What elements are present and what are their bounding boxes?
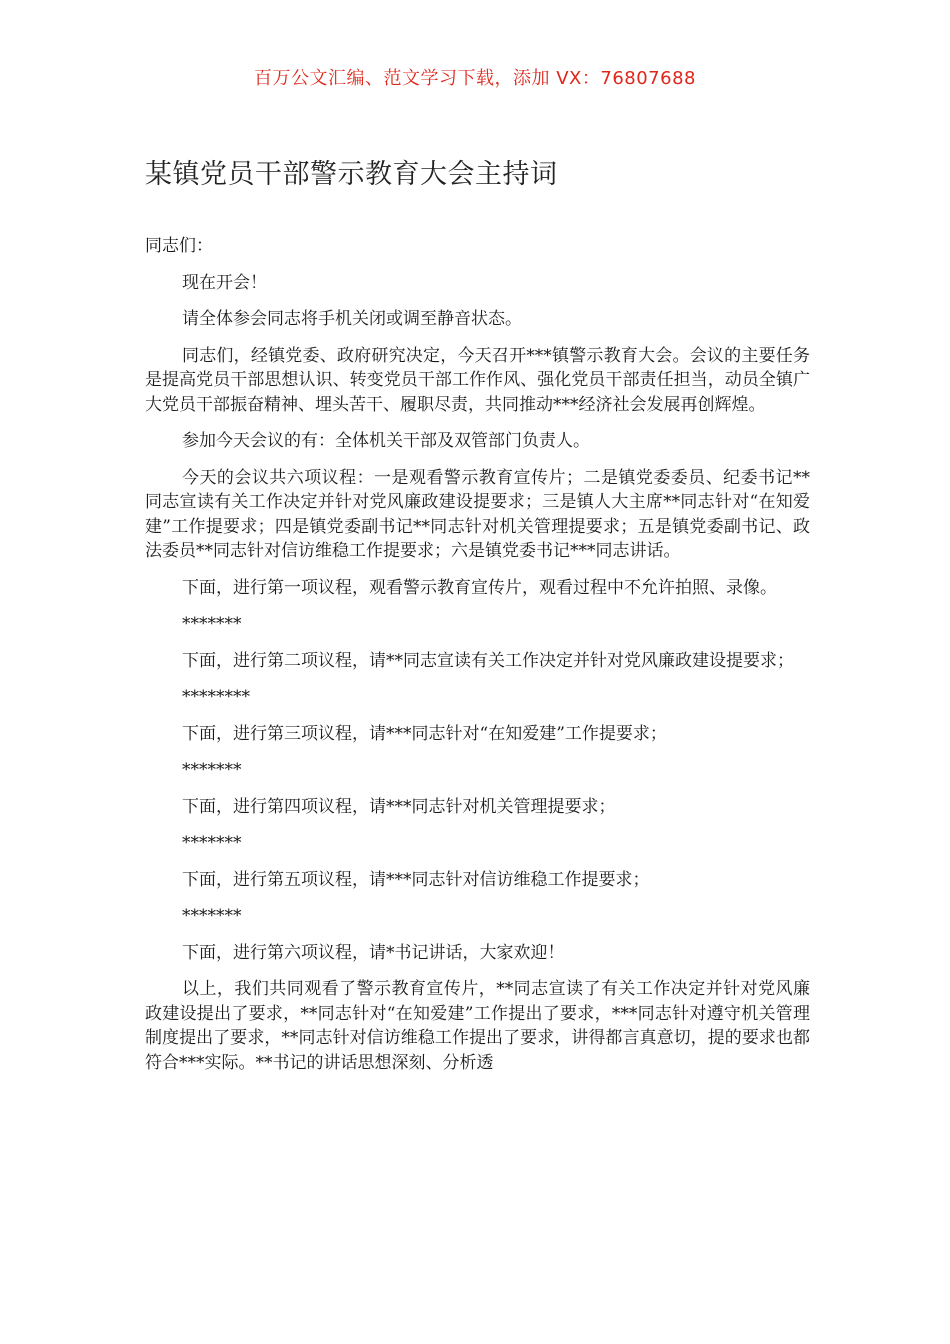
salutation: 同志们： — [145, 236, 213, 256]
paragraph: 下面，进行第四项议程，请***同志针对机关管理提要求； — [182, 796, 616, 817]
paragraph: 现在开会！ — [182, 272, 267, 293]
paragraph: 同志们，经镇党委、政府研究决定，今天召开***镇警示教育大会。会议的主要任务是提高党员干部思想认识、转变党员干部工作作风、强化党员干部责任担当，动员全镇广大党员干部振奋精神、埋头苦干、履职尽责，共同推动***经济社会发展再创辉煌。 — [145, 345, 810, 415]
separator-stars: ******* — [182, 614, 242, 634]
separator-stars: ******** — [182, 687, 250, 707]
separator-stars: ******* — [182, 833, 242, 853]
paragraph: 下面，进行第六项议程，请*书记讲话，大家欢迎！ — [182, 942, 565, 963]
paragraph: 请全体参会同志将手机关闭或调至静音状态。 — [182, 309, 522, 329]
separator-stars: ******* — [182, 760, 242, 780]
watermark-banner: 百万公文汇编、范文学习下载，添加 VX：76807688 — [254, 68, 696, 89]
separator-stars: ******* — [182, 906, 242, 926]
paragraph: 参加今天会议的有：全体机关干部及双管部门负责人。 — [182, 431, 590, 451]
paragraph: 下面，进行第一项议程，观看警示教育宣传片，观看过程中不允许拍照、录像。 — [182, 577, 777, 598]
paragraph: 以上，我们共同观看了警示教育宣传片，**同志宣读了有关工作决定并针对党风廉政建设提出了要求，**同志针对“在知爱建”工作提出了要求，***同志针对遵守机关管理制度提出了要求，**同志针对信访维稳工作提出了要求，讲得都言真意切，提的要求也都符合***实际。**书记的讲话思想深刻、分析透 — [145, 979, 810, 1073]
document-title: 某镇党员干部警示教育大会主持词 — [145, 159, 558, 190]
paragraph: 下面，进行第五项议程，请***同志针对信访维稳工作提要求； — [182, 869, 650, 890]
paragraph: 下面，进行第二项议程，请**同志宣读有关工作决定并针对党风廉政建设提要求； — [182, 650, 794, 671]
document-body — [145, 234, 810, 1087]
paragraph: 下面，进行第三项议程，请***同志针对“在知爱建”工作提要求； — [182, 723, 667, 744]
paragraph: 今天的会议共六项议程：一是观看警示教育宣传片；二是镇党委委员、纪委书记**同志宣读有关工作决定并针对党风廉政建设提要求；三是镇人大主席**同志针对“在知爱建”工作提要求；四是镇党委副书记**同志针对机关管理提要求；五是镇党委副书记、政法委员**同志针对信访维稳工作提要求；六是镇党委书记***同志讲话。 — [145, 467, 810, 561]
